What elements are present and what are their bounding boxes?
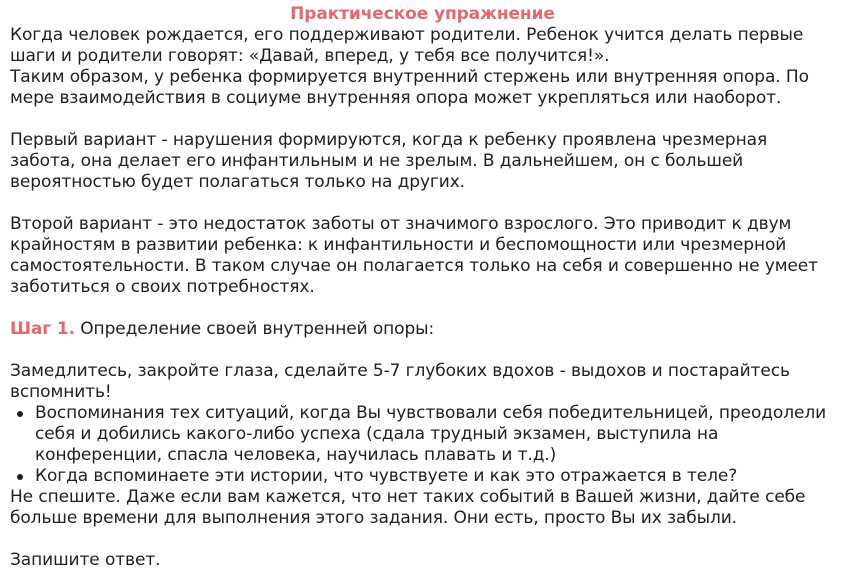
list-item [10, 466, 835, 487]
step-heading [10, 319, 835, 340]
list-item-text: Когда вспоминаете эти истории, что чувствуете и как это отражается в теле? [35, 466, 738, 486]
bullet-icon [17, 474, 23, 480]
spacer [10, 109, 835, 130]
instruction-paragraph: Замедлитесь, закройте глаза, сделайте 5-7 глубоких вдохов - выдохов и постарайтесь вспомнить! [10, 361, 790, 402]
spacer [10, 529, 835, 550]
memory-bullet-list [10, 403, 835, 487]
step-label: Шаг 1. [10, 319, 75, 339]
closing-line: Запишите ответ. [10, 550, 161, 570]
spacer [10, 340, 835, 361]
bullet-icon [17, 411, 23, 417]
list-item-text: Воспоминания тех ситуаций, когда Вы чувствовали себя победительницей, преодолели себя и добились какого-либо успеха (сдала трудный экзамен, выступила на конференции, спасла человека, научилась плавать и т.д.) [35, 403, 827, 465]
page-title: Практическое упражнение [290, 4, 555, 24]
reassurance-paragraph: Не спешите. Даже если вам кажется, что нет таких событий в Вашей жизни, дайте себе больше времени для выполнения этого задания. Они есть, просто Вы их забыли. [10, 487, 806, 528]
variant-two-paragraph: Второй вариант - это недостаток заботы от значимого взрослого. Это приводит к двум крайностям в развитии ребенка: к инфантильности и беспомощности или чрезмерной самостоятельности. В таком случае он полагается только на себя и совершенно не умеет заботиться о своих потребностях. [10, 214, 818, 297]
spacer [10, 298, 835, 319]
list-item [10, 403, 835, 466]
spacer [10, 193, 835, 214]
intro-paragraph-2: Таким образом, у ребенка формируется внутренний стержень или внутренняя опора. По мере взаимодействия в социуме внутренняя опора может укрепляться или наоборот. [10, 67, 809, 108]
intro-paragraph-1: Когда человек рождается, его поддерживают родители. Ребенок учится делать первые шаги и родители говорят: «Давай, вперед, у тебя все получится!». [10, 25, 804, 66]
variant-one-paragraph: Первый вариант - нарушения формируются, когда к ребенку проявлена чрезмерная забота, она делает его инфантильным и не зрелым. В дальнейшем, он с большей вероятностью будет полагаться только на других. [10, 130, 768, 192]
step-text: Определение своей внутренней опоры: [74, 319, 435, 339]
